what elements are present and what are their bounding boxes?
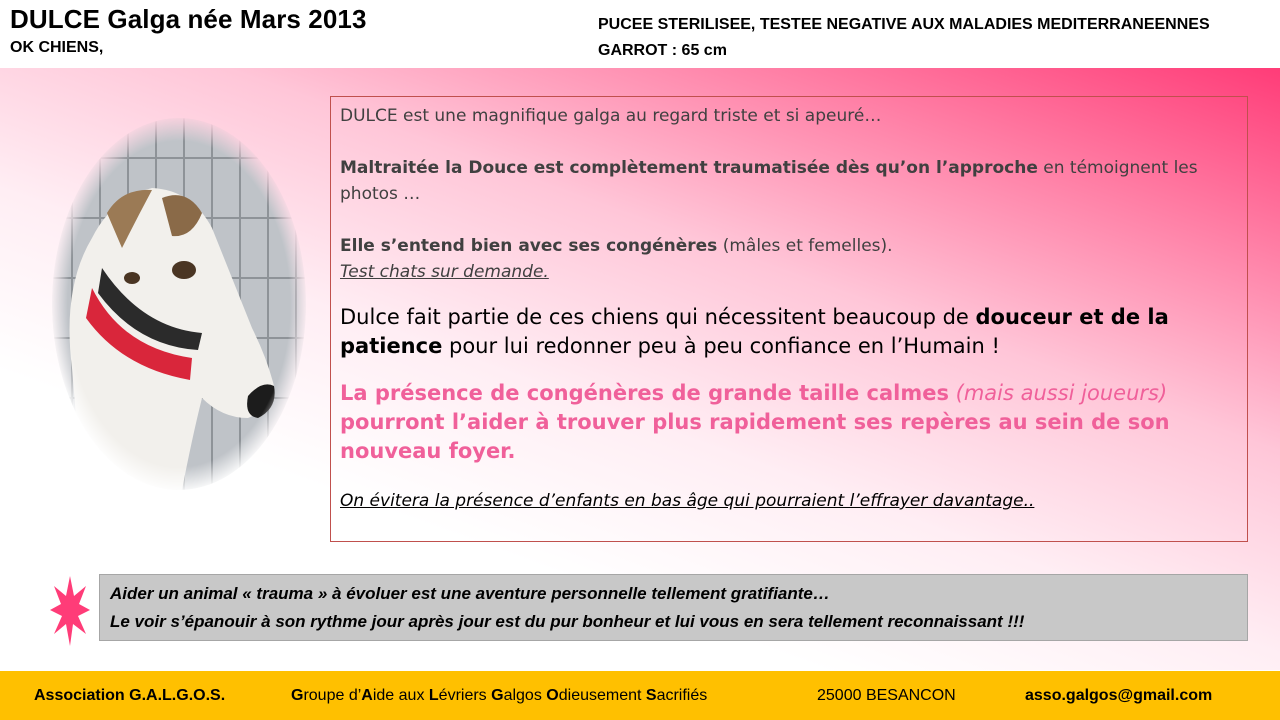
- home-paragraph: [340, 379, 1235, 466]
- intro-text: DULCE est une magnifique galga au regard triste et si apeuré…: [340, 106, 882, 126]
- home-b: pourront l’aider à trouver plus rapidement ses repères au sein de son nouveau foyer.: [340, 410, 1170, 463]
- congeneres-rest: (mâles et femelles).: [717, 236, 893, 256]
- trauma-paragraph: [340, 155, 1235, 207]
- starburst-icon: [50, 574, 90, 648]
- congeneres-line: [340, 233, 1235, 259]
- page-subtitle: OK CHIENS,: [10, 39, 104, 56]
- children-note: On évitera la présence d’enfants en bas âge qui pourraient l’effrayer davantage..: [340, 491, 1035, 511]
- footer-group-name: Groupe d’Aide aux Lévriers Galgos Odieusement Sacrifiés: [291, 687, 708, 704]
- callout-line-1: Aider un animal « trauma » à évoluer est une aventure personnelle tellement gratifiante…: [110, 584, 830, 603]
- home-italic: (mais aussi joueurs): [948, 381, 1168, 405]
- dog-photo-drawing: [52, 118, 306, 490]
- trauma-rest: en témoignent les photos …: [340, 158, 1198, 204]
- info-line-1: PUCEE STERILISEE, TESTEE NEGATIVE AUX MALADIES MEDITERRANEENNES: [598, 16, 1210, 33]
- patience-paragraph: [340, 303, 1235, 361]
- header-left: [10, 4, 367, 57]
- footer-bar: [0, 671, 1280, 720]
- header-right: [598, 12, 1210, 64]
- trauma-bold: Maltraitée la Douce est complètement traumatisée dès qu’on l’approche: [340, 158, 1038, 178]
- cats-test-line: Test chats sur demande.: [340, 262, 549, 282]
- footer-association: Association G.A.L.G.O.S.: [34, 687, 226, 704]
- footer-city: 25000 BESANCON: [817, 687, 956, 704]
- footer-email[interactable]: asso.galgos@gmail.com: [1025, 687, 1213, 704]
- description-box: [330, 96, 1248, 542]
- patience-a: Dulce fait partie de ces chiens qui nécessitent beaucoup de: [340, 305, 976, 329]
- home-a: La présence de congénères de grande taille calmes: [340, 381, 949, 405]
- callout-line-2: Le voir s’épanouir à son rythme jour après jour est du pur bonheur et lui vous en sera tellement reconnaissant !!!: [110, 612, 1025, 631]
- page-title: DULCE Galga née Mars 2013: [10, 4, 367, 34]
- congeneres-bold: Elle s’entend bien avec ses congénères: [340, 236, 718, 256]
- patience-bold: douceur et de la patience: [340, 305, 1169, 358]
- callout-box: [99, 574, 1248, 641]
- patience-b: pour lui redonner peu à peu confiance en l’Humain !: [442, 334, 1000, 358]
- dog-photo: [52, 118, 306, 490]
- info-line-2: GARROT : 65 cm: [598, 42, 727, 59]
